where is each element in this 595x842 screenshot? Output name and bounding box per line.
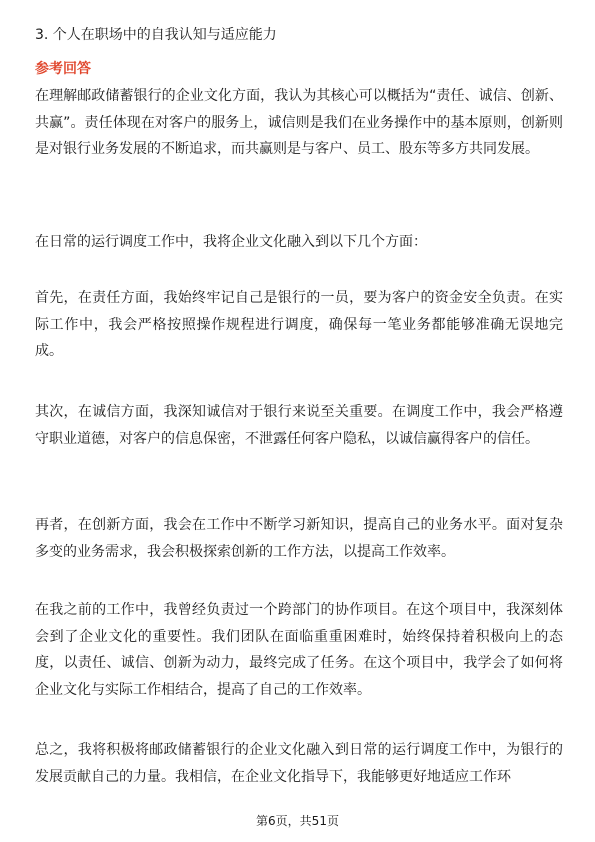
answer-paragraph-responsibility: 首先，在责任方面，我始终牢记自己是银行的一员，要为客户的资金安全负责。在实际工作中，我会严格按照操作规程进行调度，确保每一笔业务都能够准确无误地完成。 (35, 290, 563, 359)
answer-paragraph-innovation: 再者，在创新方面，我会在工作中不断学习新知识，提高自己的业务水平。面对复杂多变的业务需求，我会积极探索创新的工作方法，以提高工作效率。 (35, 517, 563, 560)
question-title: 3. 个人在职场中的自我认知与适应能力 (35, 27, 277, 43)
answer-paragraph-lead: 在日常的运行调度工作中，我将企业文化融入到以下几个方面： (35, 234, 427, 250)
answer-paragraph-summary: 总之，我将积极将邮政储蓄银行的企业文化融入到日常的运行调度工作中，为银行的发展贡献自己的力量。我相信，在企业文化指导下，我能够更好地适应工作环 (35, 742, 563, 785)
answer-label: 参考回答 (35, 61, 91, 77)
page-number: 第6页，共51页 (256, 814, 339, 828)
answer-paragraph-intro: 在理解邮政储蓄银行的企业文化方面，我认为其核心可以概括为“责任、诚信、创新、共赢”。责任体现在对客户的服务上，诚信则是我们在业务操作中的基本原则，创新则是对银行业务发展的不断追求，而共赢则是与客户、员工、股东等多方共同发展。 (35, 88, 563, 157)
answer-paragraph-experience: 在我之前的工作中，我曾经负责过一个跨部门的协作项目。在这个项目中，我深刻体会到了企业文化的重要性。我们团队在面临重重困难时，始终保持着积极向上的态度，以责任、诚信、创新为动力，最终完成了任务。在这个项目中，我学会了如何将企业文化与实际工作相结合，提高了自己的工作效率。 (35, 602, 563, 698)
answer-paragraph-integrity: 其次，在诚信方面，我深知诚信对于银行来说至关重要。在调度工作中，我会严格遵守职业道德，对客户的信息保密，不泄露任何客户隐私，以诚信赢得客户的信任。 (35, 404, 563, 447)
